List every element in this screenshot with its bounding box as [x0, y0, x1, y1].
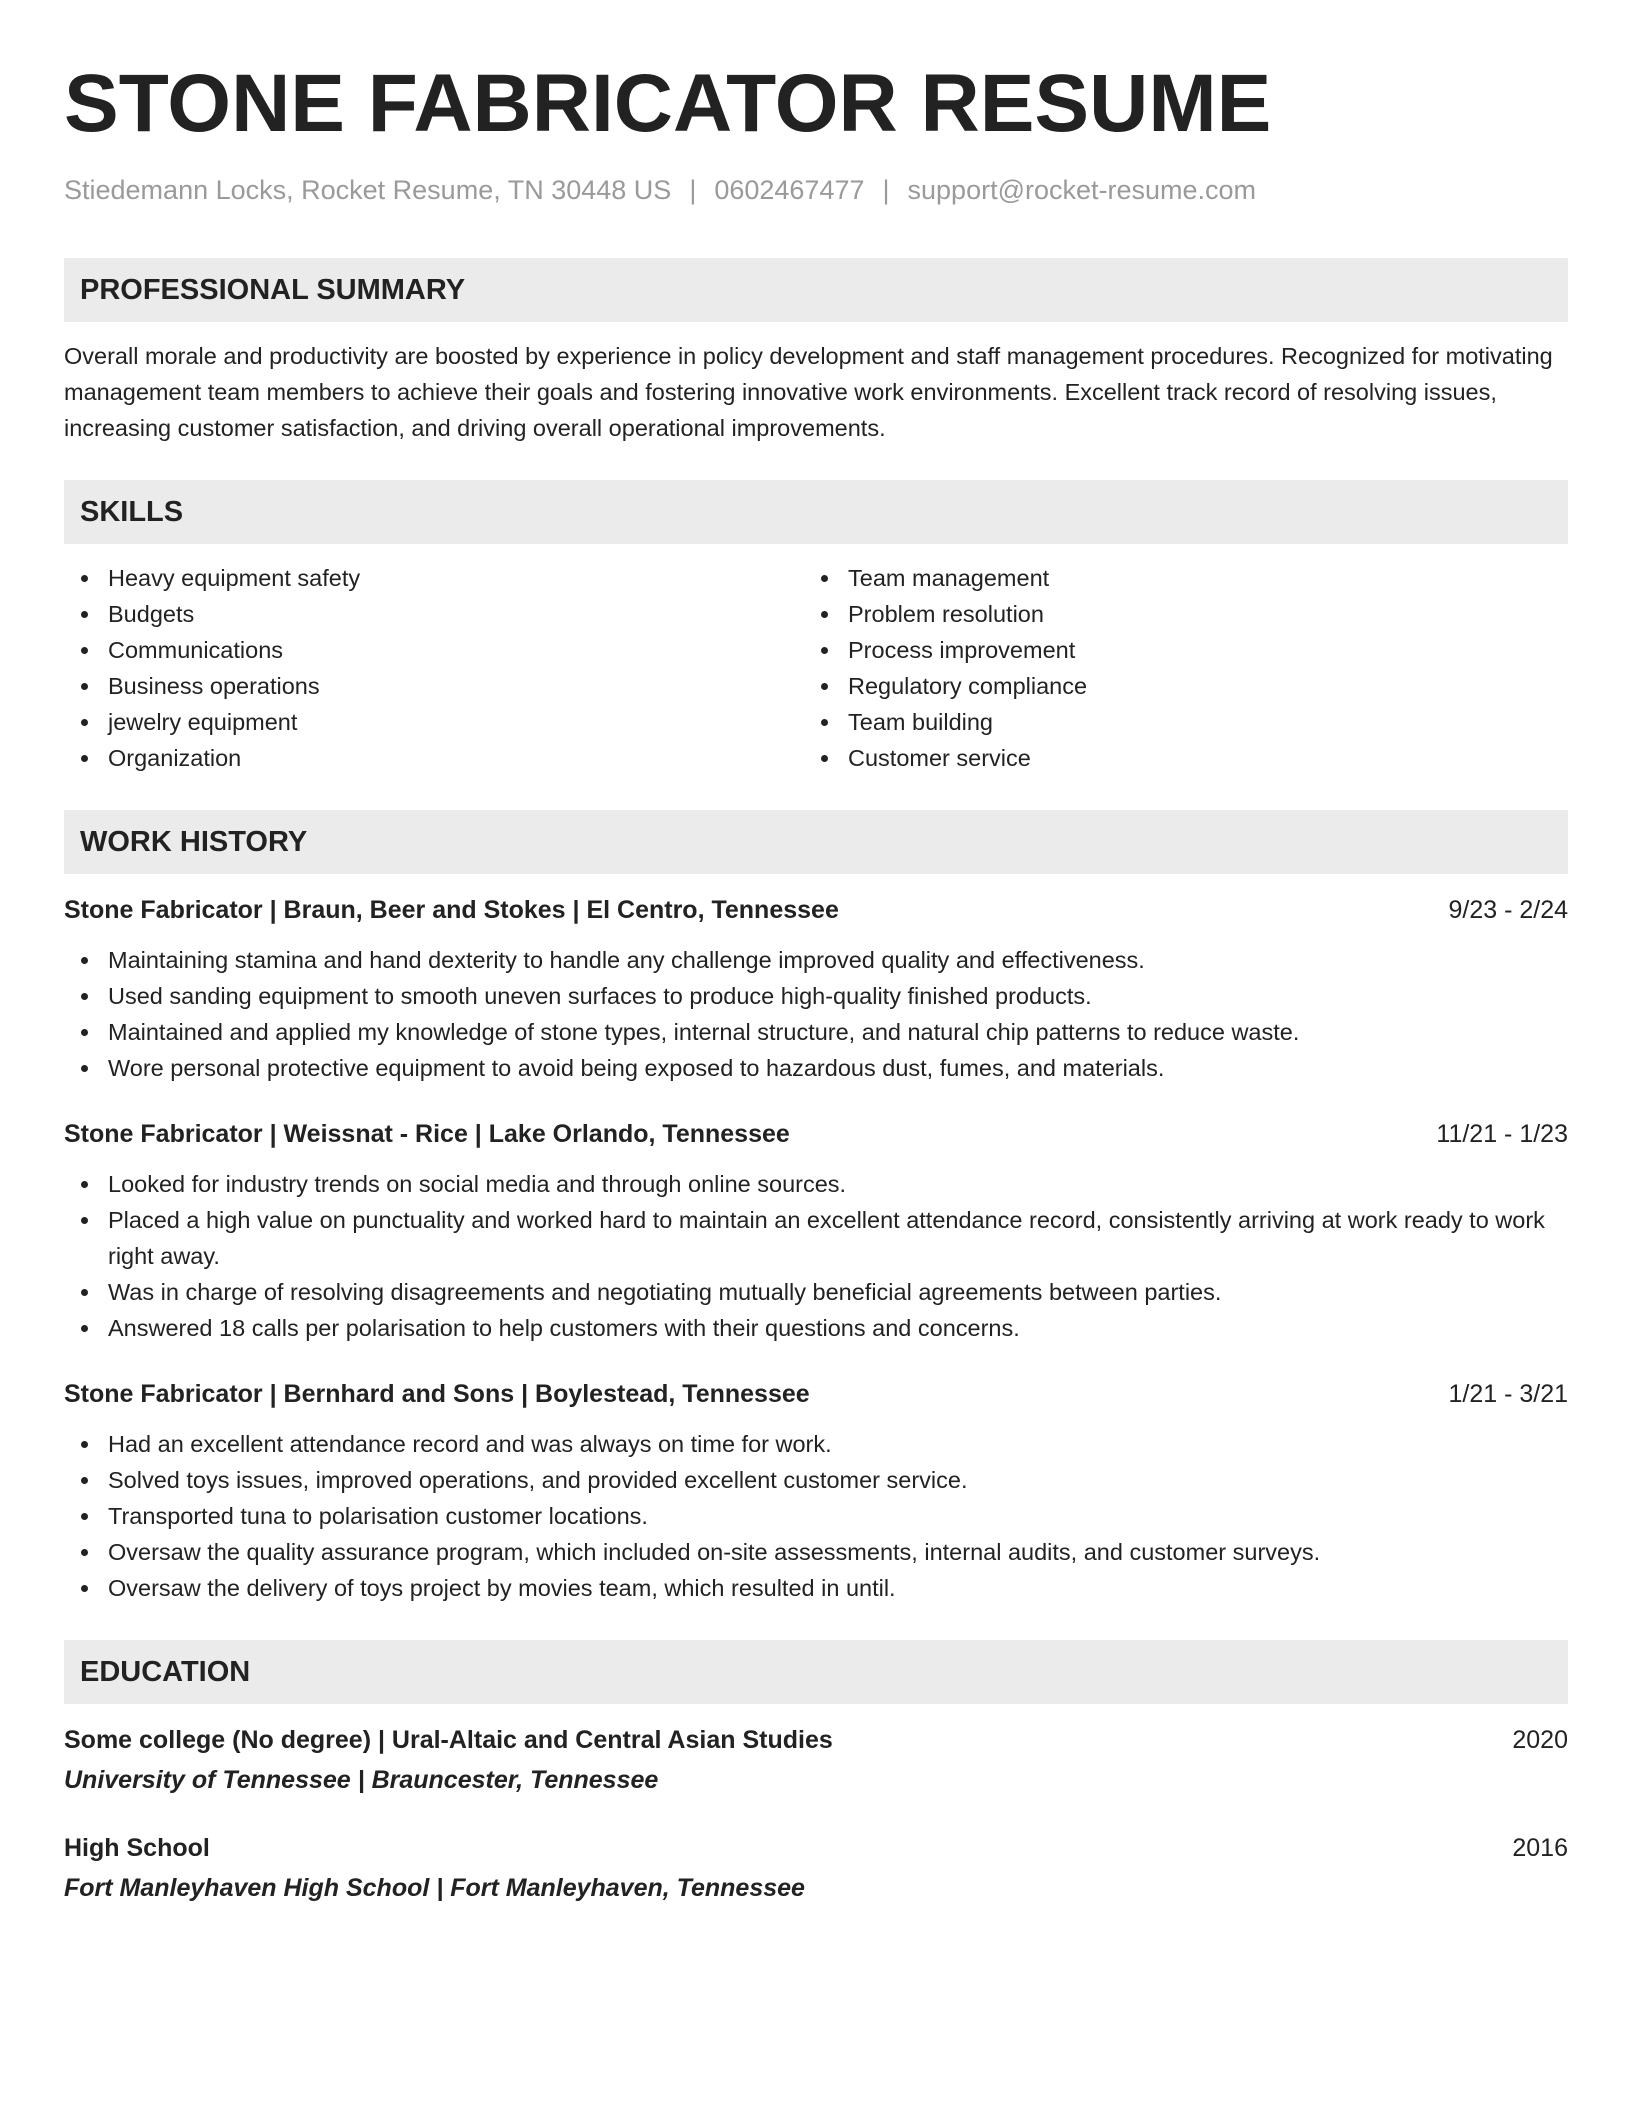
- skills-list: [64, 560, 1568, 776]
- education-degree: High School: [64, 1834, 210, 1862]
- job-title: Stone Fabricator | Braun, Beer and Stokes | El Centro, Tennessee: [64, 896, 839, 924]
- skill-item: Budgets: [64, 596, 804, 632]
- skill-item: Organization: [64, 740, 804, 776]
- job-entry: [64, 1376, 1568, 1606]
- education-school: University of Tennessee | Brauncester, Tennessee: [64, 1766, 659, 1794]
- job-bullet: Wore personal protective equipment to avoid being exposed to hazardous dust, fumes, and materials.: [64, 1050, 1568, 1086]
- job-bullet: Maintaining stamina and hand dexterity to handle any challenge improved quality and effectiveness.: [64, 942, 1568, 978]
- skill-item: Customer service: [804, 740, 1544, 776]
- job-header: [64, 1376, 1568, 1412]
- work-history-heading: WORK HISTORY: [64, 810, 1568, 874]
- job-dates: 9/23 - 2/24: [1448, 896, 1568, 924]
- job-bullet: Used sanding equipment to smooth uneven surfaces to produce high-quality finished products.: [64, 978, 1568, 1014]
- contact-line: [64, 172, 1568, 208]
- contact-separator: |: [689, 175, 697, 205]
- job-title: Stone Fabricator | Weissnat - Rice | Lake Orlando, Tennessee: [64, 1120, 790, 1148]
- skill-item: Team management: [804, 560, 1544, 596]
- job-bullet: Transported tuna to polarisation customer locations.: [64, 1498, 1568, 1534]
- job-header: [64, 1116, 1568, 1152]
- job-bullets: [64, 942, 1568, 1086]
- skill-item: jewelry equipment: [64, 704, 804, 740]
- resume-title: STONE FABRICATOR RESUME: [64, 58, 1272, 149]
- job-entry: [64, 1116, 1568, 1346]
- education-heading: EDUCATION: [64, 1640, 1568, 1704]
- job-bullet: Answered 18 calls per polarisation to help customers with their questions and concerns.: [64, 1310, 1568, 1346]
- job-header: [64, 892, 1568, 928]
- skill-item: Problem resolution: [804, 596, 1544, 632]
- contact-phone: 0602467477: [714, 175, 865, 205]
- job-bullet: Maintained and applied my knowledge of stone types, internal structure, and natural chip patterns to reduce waste.: [64, 1014, 1568, 1050]
- job-bullet: Placed a high value on punctuality and worked hard to maintain an excellent attendance record, consistently arriving at work ready to work right away.: [64, 1202, 1568, 1274]
- job-dates: 1/21 - 3/21: [1448, 1380, 1568, 1408]
- education-entry: [64, 1830, 1568, 1906]
- summary-heading: PROFESSIONAL SUMMARY: [64, 258, 1568, 322]
- contact-email: support@rocket-resume.com: [907, 175, 1257, 205]
- job-bullets: [64, 1426, 1568, 1606]
- skill-item: Regulatory compliance: [804, 668, 1544, 704]
- skills-heading: SKILLS: [64, 480, 1568, 544]
- skill-item: Business operations: [64, 668, 804, 704]
- job-bullet: Oversaw the quality assurance program, which included on-site assessments, internal audits, and customer surveys.: [64, 1534, 1568, 1570]
- skills-column-right: [804, 560, 1544, 776]
- job-bullet: Was in charge of resolving disagreements and negotiating mutually beneficial agreements between parties.: [64, 1274, 1568, 1310]
- contact-separator: |: [882, 175, 890, 205]
- education-degree: Some college (No degree) | Ural-Altaic and Central Asian Studies: [64, 1726, 833, 1754]
- job-bullets: [64, 1166, 1568, 1346]
- education-school: Fort Manleyhaven High School | Fort Manleyhaven, Tennessee: [64, 1874, 805, 1902]
- skills-column-left: [64, 560, 804, 776]
- job-bullet: Looked for industry trends on social media and through online sources.: [64, 1166, 1568, 1202]
- contact-address: Stiedemann Locks, Rocket Resume, TN 30448 US: [64, 175, 672, 205]
- summary-text: Overall morale and productivity are boosted by experience in policy development and staff management procedures. Recognized for motivating management team members to achieve their goals and fostering innovative work environments. Excellent track record of resolving issues, increasing customer satisfaction, and driving overall operational improvements.: [64, 343, 1553, 441]
- education-year: 2020: [1512, 1726, 1568, 1754]
- job-bullet: Had an excellent attendance record and was always on time for work.: [64, 1426, 1568, 1462]
- job-dates: 11/21 - 1/23: [1436, 1120, 1568, 1148]
- job-bullet: Oversaw the delivery of toys project by movies team, which resulted in until.: [64, 1570, 1568, 1606]
- job-title: Stone Fabricator | Bernhard and Sons | Boylestead, Tennessee: [64, 1380, 810, 1408]
- education-header: [64, 1830, 1568, 1866]
- skill-item: Team building: [804, 704, 1544, 740]
- job-bullet: Solved toys issues, improved operations, and provided excellent customer service.: [64, 1462, 1568, 1498]
- skill-item: Process improvement: [804, 632, 1544, 668]
- education-header: [64, 1722, 1568, 1758]
- education-year: 2016: [1512, 1834, 1568, 1862]
- education-entry: [64, 1722, 1568, 1798]
- skill-item: Communications: [64, 632, 804, 668]
- job-entry: [64, 892, 1568, 1086]
- skill-item: Heavy equipment safety: [64, 560, 804, 596]
